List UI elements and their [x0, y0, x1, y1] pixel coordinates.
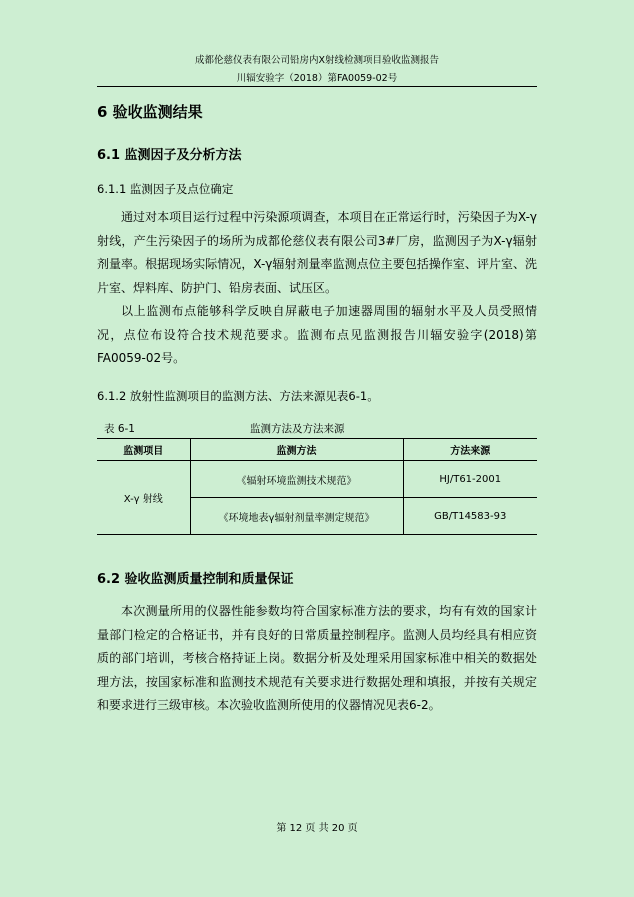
header-title: 成都伦慈仪表有限公司铅房内X射线检测项目验收监测报告: [194, 55, 439, 66]
column-header: 方法来源: [403, 439, 537, 461]
method-cell: 《辐射环境监测技术规范》: [190, 461, 403, 498]
table-caption: 监测方法及方法来源: [250, 423, 345, 435]
section-6-1-1-heading: 6.1.1 监测因子及点位确定: [97, 182, 234, 196]
monitoring-item-cell: X-γ 射线: [97, 461, 190, 535]
table-row: [97, 461, 537, 498]
paragraph: 通过对本项目运行过程中污染源项调查，本项目在正常运行时，污染因子为X-γ射线，产生污染因子的场所为成都伦慈仪表有限公司3#厂房，监测因子为X-γ辐射剂量率。根据现场实际情况，X-γ辐射剂量率监测点位主要包括操作室、评片室、洗片室、焊料库、防护门、铅房表面、试压区。: [97, 210, 537, 295]
monitoring-method-table: [97, 438, 537, 535]
header-report-number: 川辐安验字（2018）第FA0059-02号: [236, 73, 398, 84]
section-6-1-1-body: [97, 206, 537, 371]
section-6-2-body: [97, 600, 537, 718]
paragraph: 本次测量所用的仪器性能参数均符合国家标准方法的要求，均有有效的国家计量部门检定的合格证书，并有良好的日常质量控制程序。监测人员均经具有相应资质的部门培训，考核合格持证上岗。数据分析及处理采用国家标准中相关的数据处理方法，按国家标准和监测技术规范有关要求进行数据处理和填报，并按有关规定和要求进行三级审核。本次验收监测所使用的仪器情况见表6-2。: [97, 604, 537, 712]
section-6-heading: 6 验收监测结果: [97, 103, 203, 121]
header-rule: [97, 86, 537, 87]
source-cell: GB/T14583-93: [403, 498, 537, 535]
source-cell: HJ/T61-2001: [403, 461, 537, 498]
section-6-1-heading: 6.1 监测因子及分析方法: [97, 148, 242, 163]
page-number: 第 12 页 共 20 页: [276, 823, 358, 834]
column-header: 监测项目: [97, 439, 190, 461]
method-cell: 《环境地表γ辐射剂量率测定规范》: [190, 498, 403, 535]
section-6-1-2-heading: 6.1.2 放射性监测项目的监测方法、方法来源见表6-1。: [97, 389, 379, 403]
table-header-row: [97, 439, 537, 461]
table-label: 表 6-1: [104, 423, 135, 435]
section-6-2-heading: 6.2 验收监测质量控制和质量保证: [97, 572, 294, 587]
paragraph: 以上监测布点能够科学反映自屏蔽电子加速器周围的辐射水平及人员受照情况，点位布设符合技术规范要求。监测布点见监测报告川辐安验字(2018)第FA0059-02号。: [97, 304, 537, 365]
column-header: 监测方法: [190, 439, 403, 461]
